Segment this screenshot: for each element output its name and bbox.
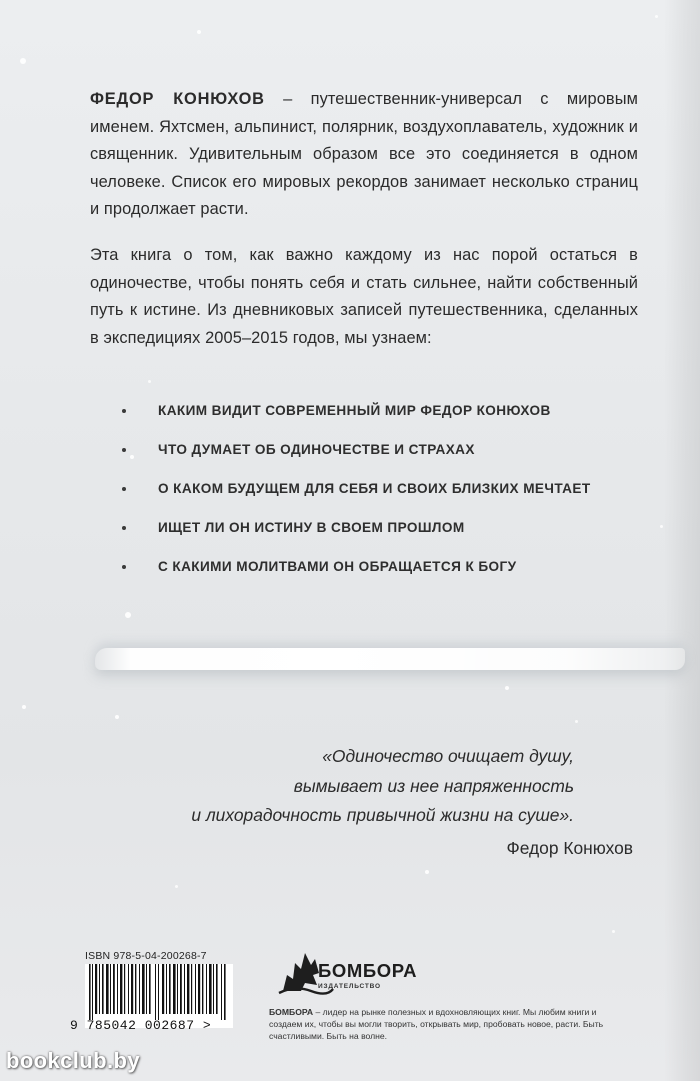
author-intro-paragraph (90, 86, 638, 224)
list-item-text: КАКИМ ВИДИТ СОВРЕМЕННЫЙ МИР ФЕДОР КОНЮХОВ (158, 403, 551, 418)
quote-line: вымывает из нее напряженность (293, 775, 574, 796)
snowflake (655, 15, 658, 18)
publisher-blurb-name: БОМБОРА (269, 1007, 314, 1017)
snowflake (125, 612, 131, 618)
snowflake (197, 30, 201, 34)
bullet-dot (122, 487, 126, 491)
author-intro-text: – путешественник-универсал с мировым именем. Яхтсмен, альпинист, полярник, воздухоплаватель, художник и священник. Удивительным образом все это соединяется в одном человеке. Список его мировых рекордов занимает несколько страниц и продолжает расти. (90, 90, 638, 218)
spine-shadow (664, 0, 700, 1081)
list-item-text: ИЩЕТ ЛИ ОН ИСТИНУ В СВОЕМ ПРОШЛОМ (158, 520, 465, 535)
isbn-label: ISBN 978-5-04-200268-7 (85, 950, 207, 962)
white-brush-stroke (95, 648, 685, 670)
barcode-bars (85, 964, 233, 1020)
snowflake (425, 870, 429, 874)
quote-line: и лихорадочность привычной жизни на суше». (191, 805, 574, 825)
bullet-dot (122, 409, 126, 413)
topics-list (120, 400, 660, 595)
list-item (120, 517, 660, 556)
snowflake (660, 525, 663, 528)
list-item (120, 439, 660, 478)
list-item (120, 556, 660, 595)
snowflake (175, 885, 178, 888)
list-item-text: ЧТО ДУМАЕТ ОБ ОДИНОЧЕСТВЕ И СТРАХАХ (158, 442, 475, 457)
bullet-dot (122, 565, 126, 569)
list-item (120, 478, 660, 517)
snowflake (115, 715, 119, 719)
bullet-dot (122, 526, 126, 530)
snowflake (505, 686, 509, 690)
author-name: ФЕДОР КОНЮХОВ (90, 90, 265, 108)
snowflake (148, 380, 151, 383)
quote-line: «Одиночество очищает душу, (322, 746, 574, 766)
list-item-text: С КАКИМИ МОЛИТВАМИ ОН ОБРАЩАЕТСЯ К БОГУ (158, 559, 517, 574)
snowflake (612, 930, 615, 933)
barcode-digits: 9 785042 002687 > (70, 1018, 212, 1033)
bullet-dot (122, 448, 126, 452)
publisher-blurb (269, 1006, 607, 1042)
quote-block (150, 742, 574, 831)
publisher-blurb-text: – лидер на рынке полезных и вдохновляющих книг. Мы любим книги и создаем их, чтобы вы могли творить, открывать мир, пробовать новое, расти. Быть счастливыми. Быть на волне. (269, 1007, 604, 1041)
book-description-paragraph: Эта книга о том, как важно каждому из нас порой остаться в одиночестве, чтобы понять себя и стать сильнее, найти собственный путь к истине. Из дневниковых записей путешественника, сделанных в экспедициях 2005–2015 годов, мы узнаем: (90, 246, 638, 347)
snowflake (22, 705, 26, 709)
publisher-subtitle: ИЗДАТЕЛЬСТВО (318, 983, 381, 990)
snowflake (575, 720, 578, 723)
snowflake (20, 58, 26, 64)
watermark: bookclub.by (6, 1048, 140, 1073)
publisher-name: БОМБОРА (318, 960, 418, 981)
quote-author: Федор Конюхов (506, 838, 633, 858)
list-item-text: О КАКОМ БУДУЩЕМ ДЛЯ СЕБЯ И СВОИХ БЛИЗКИХ МЕЧТАЕТ (158, 481, 591, 496)
list-item (120, 400, 660, 439)
